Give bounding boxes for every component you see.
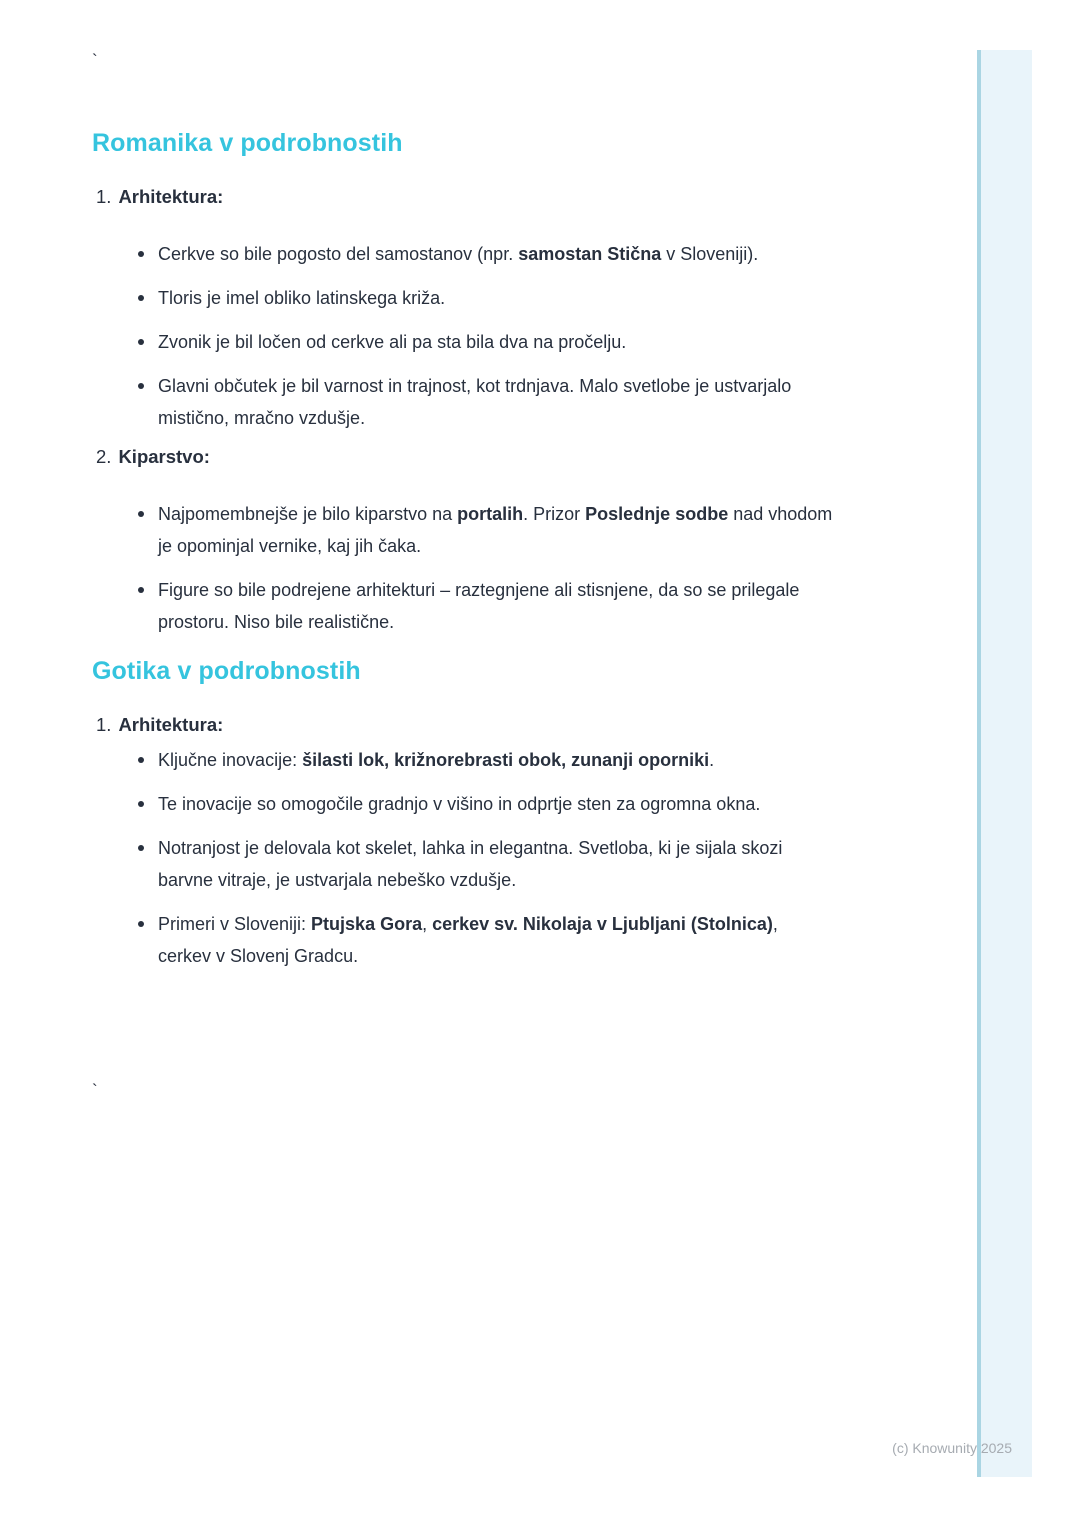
bullet-text: Cerkve so bile pogosto del samostanov (npr. samostan Stična v Sloveniji).: [158, 244, 759, 264]
bullet-item: [92, 832, 834, 896]
copyright-footer: (c) Knowunity 2025: [892, 1440, 1012, 1456]
bullet-item: [92, 574, 834, 638]
numbered-group: [92, 714, 852, 972]
document-section: [92, 656, 852, 972]
sections: [92, 128, 852, 972]
bullet-item: [92, 238, 834, 270]
item-number: 1.: [96, 714, 112, 735]
bullet-text: Te inovacije so omogočile gradnjo v višino in odprtje sten za ogromna okna.: [158, 794, 761, 814]
bullet-dot: [138, 339, 144, 345]
right-accent-stripe: [977, 50, 1032, 1477]
bullet-dot: [138, 921, 144, 927]
bullet-item: [92, 908, 834, 972]
bullet-item: [92, 370, 834, 434]
item-label: Kiparstvo:: [118, 446, 210, 467]
item-number: 1.: [96, 186, 112, 207]
section-title: Gotika v podrobnostih: [92, 657, 361, 685]
numbered-heading: [92, 714, 852, 736]
bullet-text: Notranjost je delovala kot skelet, lahka in elegantna. Svetloba, ki je sijala skozi barvne vitraje, je ustvarjala nebeško vzdušje.: [158, 838, 783, 890]
item-number: 2.: [96, 446, 112, 467]
bullet-list: [92, 238, 852, 434]
numbered-group: [92, 446, 852, 638]
document-section: [92, 128, 852, 638]
bullet-text: Primeri v Sloveniji: Ptujska Gora, cerkev sv. Nikolaja v Ljubljani (Stolnica), cerkev v Slovenj Gradcu.: [158, 914, 778, 966]
bullet-dot: [138, 295, 144, 301]
section-title: Romanika v podrobnostih: [92, 129, 403, 157]
bullet-item: [92, 498, 834, 562]
stray-backtick-top: `: [92, 51, 98, 70]
bullet-text: Ključne inovacije: šilasti lok, križnorebrasti obok, zunanji oporniki.: [158, 750, 715, 770]
bullet-list: [92, 498, 852, 638]
item-label: Arhitektura:: [118, 186, 224, 207]
bullet-dot: [138, 757, 144, 763]
bullet-text: Tloris je imel obliko latinskega križa.: [158, 288, 446, 308]
bullet-text: Glavni občutek je bil varnost in trajnost, kot trdnjava. Malo svetlobe je ustvarjalo mistično, mračno vzdušje.: [158, 376, 792, 428]
bullet-dot: [138, 251, 144, 257]
bullet-list: [92, 744, 852, 972]
bullet-dot: [138, 587, 144, 593]
bullet-item: [92, 326, 834, 358]
bullet-text: Figure so bile podrejene arhitekturi – raztegnjene ali stisnjene, da so se prilegale prostoru. Niso bile realistične.: [158, 580, 800, 632]
bullet-dot: [138, 511, 144, 517]
bullet-dot: [138, 845, 144, 851]
bullet-dot: [138, 801, 144, 807]
bullet-item: [92, 788, 834, 820]
bullet-dot: [138, 383, 144, 389]
document-content: [92, 128, 852, 984]
bullet-text: Zvonik je bil ločen od cerkve ali pa sta bila dva na pročelju.: [158, 332, 627, 352]
item-label: Arhitektura:: [118, 714, 224, 735]
numbered-group: [92, 186, 852, 434]
numbered-heading: [92, 446, 852, 468]
bullet-text: Najpomembnejše je bilo kiparstvo na portalih. Prizor Poslednje sodbe nad vhodom je opominjal vernike, kaj jih čaka.: [158, 504, 833, 556]
bullet-item: [92, 282, 834, 314]
numbered-heading: [92, 186, 852, 208]
bullet-item: [92, 744, 834, 776]
stray-backtick-bottom: `: [92, 1081, 98, 1100]
